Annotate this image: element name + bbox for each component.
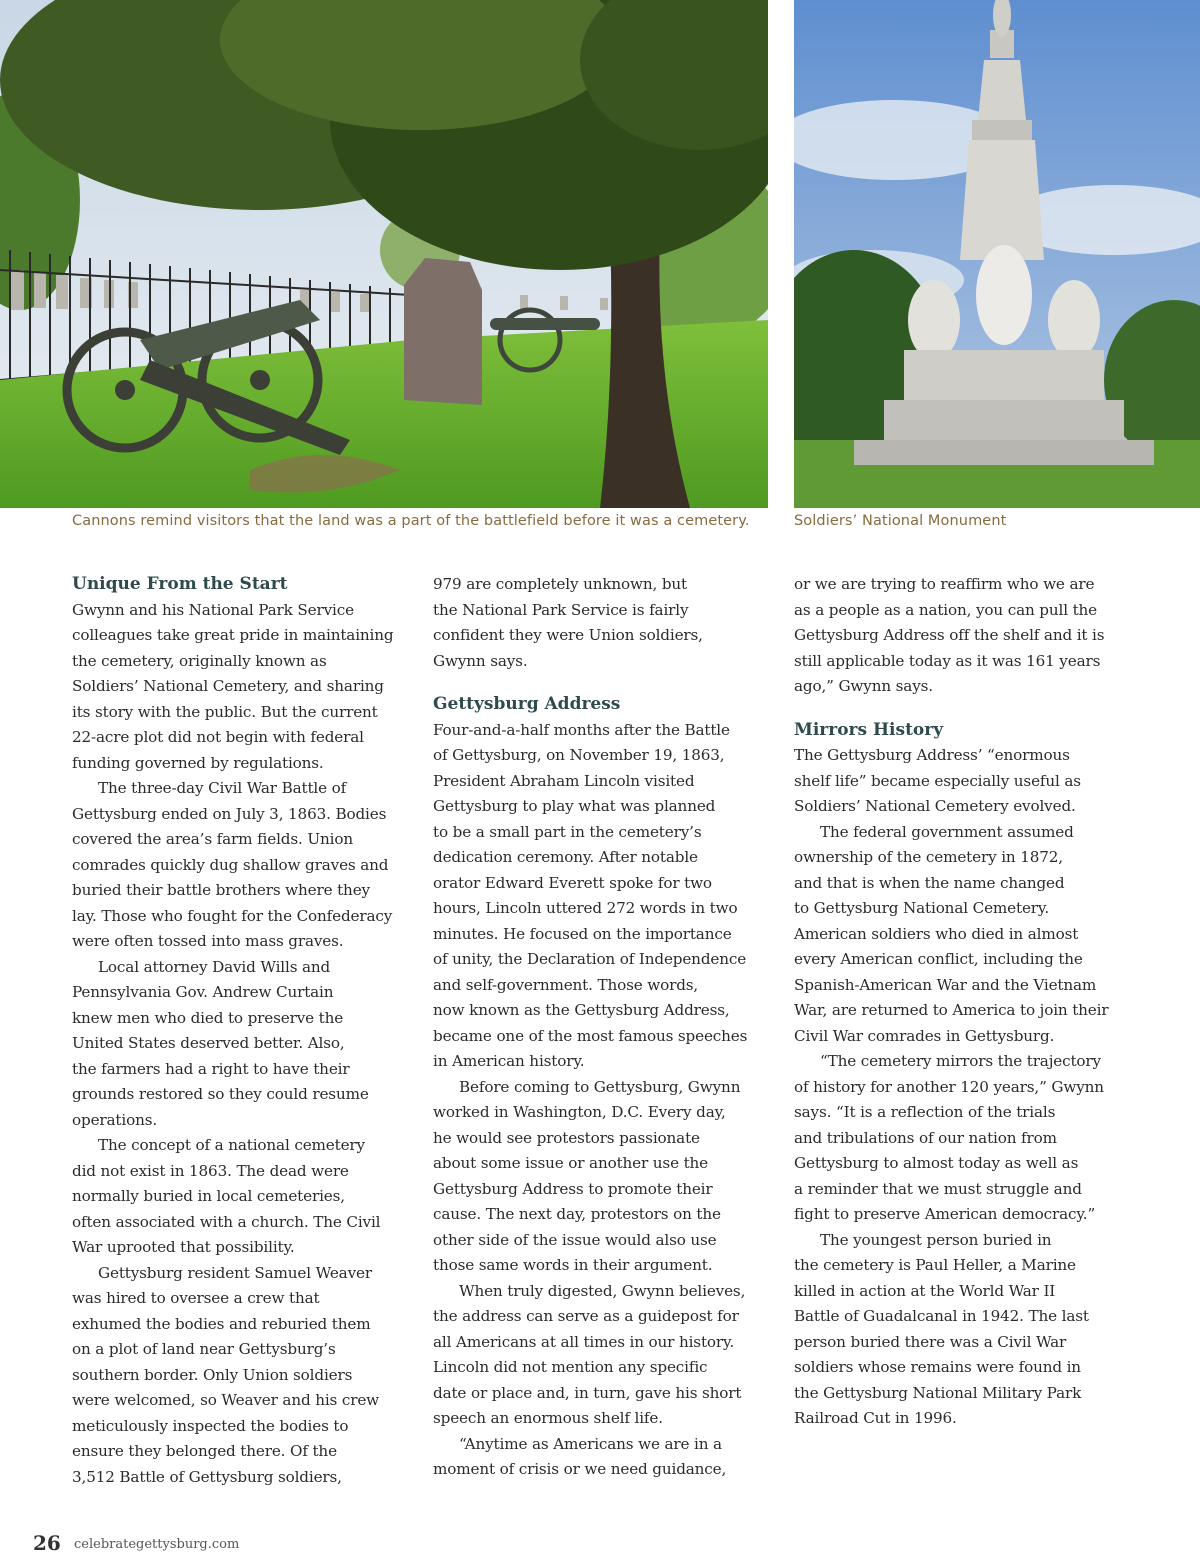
paragraph-line: the National Park Service is fairly <box>433 600 689 619</box>
paragraph <box>794 1049 1132 1228</box>
paragraph-line: as a people as a nation, you can pull the <box>794 600 1098 619</box>
paragraph-line: of unity, the Declaration of Independence <box>433 950 747 968</box>
paragraph-line: other side of the issue would also use <box>433 1230 717 1249</box>
paragraph-line: date or place and, in turn, gave his short <box>433 1383 742 1402</box>
paragraph-line: exhumed the bodies and reburied them <box>72 1314 371 1333</box>
paragraph-line: were welcomed, so Weaver and his crew <box>72 1391 380 1409</box>
paragraph-line: cause. The next day, protestors on the <box>433 1205 721 1223</box>
paragraph-line: he would see protestors passionate <box>433 1128 700 1147</box>
paragraph-line: Gettysburg to almost today as well as <box>794 1154 1079 1172</box>
paragraph-line: now known as the Gettysburg Address, <box>433 1001 730 1019</box>
paragraph-line: and self-government. Those words, <box>433 975 699 994</box>
paragraph-line: ago,” Gwynn says. <box>794 677 933 695</box>
paragraph <box>794 743 1132 820</box>
paragraph-line: soldiers whose remains were found in <box>794 1358 1081 1376</box>
paragraph <box>433 1432 771 1483</box>
paragraph-line: the cemetery is Paul Heller, a Marine <box>794 1256 1076 1274</box>
soldiers-national-monument-photo <box>794 0 1200 508</box>
paragraph-line: comrades quickly dug shallow graves and <box>72 855 389 874</box>
paragraph-line: confident they were Union soldiers, <box>433 626 703 644</box>
paragraph-line: Local attorney David Wills and <box>98 957 331 976</box>
paragraph-line: President Abraham Lincoln visited <box>433 771 695 790</box>
paragraph-line: of history for another 120 years,” Gwynn <box>794 1077 1104 1096</box>
photo-caption-cannons: Cannons remind visitors that the land was a part of the battlefield before it was a cemetery. <box>72 513 750 529</box>
section-heading: Unique From the Start <box>72 574 288 594</box>
paragraph-line: to be a small part in the cemetery’s <box>433 822 702 841</box>
paragraph-line: Gwynn says. <box>433 651 528 670</box>
paragraph-line: says. “It is a reflection of the trials <box>794 1103 1056 1121</box>
paragraph <box>794 572 1132 700</box>
paragraph-line: Civil War comrades in Gettysburg. <box>794 1026 1055 1045</box>
paragraph-line: knew men who died to preserve the <box>72 1008 344 1027</box>
paragraph-line: colleagues take great pride in maintaining <box>72 626 394 644</box>
paragraph-line: the Gettysburg National Military Park <box>794 1383 1082 1402</box>
paragraph-line: The youngest person buried in <box>820 1230 1052 1249</box>
paragraph-line: grounds restored so they could resume <box>72 1085 369 1103</box>
paragraph-line: “The cemetery mirrors the trajectory <box>820 1052 1101 1070</box>
paragraph-line: and tribulations of our nation from <box>794 1128 1057 1147</box>
paragraph-line: American soldiers who died in almost <box>794 924 1079 943</box>
paragraph-line: about some issue or another use the <box>433 1154 709 1172</box>
paragraph-line: Before coming to Gettysburg, Gwynn <box>459 1077 741 1096</box>
paragraph-line: buried their battle brothers where they <box>72 881 370 899</box>
paragraph-line: “Anytime as Americans we are in a <box>459 1434 722 1453</box>
paragraph-line: Gettysburg to play what was planned <box>433 797 716 815</box>
paragraph-line: covered the area’s farm fields. Union <box>72 830 353 848</box>
paragraph-line: the address can serve as a guidepost for <box>433 1307 739 1325</box>
paragraph-line: were often tossed into mass graves. <box>72 932 344 950</box>
paragraph-line: 3,512 Battle of Gettysburg soldiers, <box>72 1467 342 1486</box>
page-number: 26 <box>33 1531 61 1555</box>
paragraph-line: Soldiers’ National Cemetery evolved. <box>794 797 1076 815</box>
paragraph <box>433 1075 771 1279</box>
paragraph-line: ownership of the cemetery in 1872, <box>794 848 1063 866</box>
paragraph <box>794 1228 1132 1432</box>
paragraph-line: The Gettysburg Address’ “enormous <box>794 746 1070 764</box>
paragraph-line: United States deserved better. Also, <box>72 1034 345 1052</box>
section-heading: Mirrors History <box>794 719 944 740</box>
paragraph-line: and that is when the name changed <box>794 873 1065 892</box>
section-spacer <box>794 700 1132 718</box>
section-spacer <box>433 674 771 692</box>
paragraph-line: its story with the public. But the current <box>72 702 378 721</box>
paragraph-line: person buried there was a Civil War <box>794 1332 1067 1351</box>
paragraph-line: fight to preserve American democracy.” <box>794 1205 1096 1223</box>
paragraph-line: still applicable today as it was 161 years <box>794 651 1101 670</box>
paragraph-line: speech an enormous shelf life. <box>433 1409 663 1427</box>
paragraph-line: operations. <box>72 1110 158 1129</box>
website-url: celebrategettysburg.com <box>74 1537 240 1552</box>
paragraph <box>433 1279 771 1432</box>
paragraph-line: a reminder that we must struggle and <box>794 1179 1082 1198</box>
paragraph <box>72 598 410 777</box>
paragraph <box>433 572 771 674</box>
paragraph <box>72 955 410 1134</box>
paragraph-line: often associated with a church. The Civil <box>72 1212 381 1231</box>
paragraph <box>72 1133 410 1261</box>
monument-photo-illustration <box>794 0 1200 508</box>
paragraph-line: normally buried in local cemeteries, <box>72 1187 345 1205</box>
paragraph <box>72 1261 410 1491</box>
paragraph-line: funding governed by regulations. <box>72 753 324 772</box>
paragraph-line: The concept of a national cemetery <box>98 1136 365 1154</box>
paragraph-line: all Americans at all times in our history. <box>433 1332 735 1351</box>
paragraph-line: Battle of Guadalcanal in 1942. The last <box>794 1307 1089 1325</box>
paragraph-line: killed in action at the World War II <box>794 1281 1056 1300</box>
paragraph <box>433 718 771 1075</box>
paragraph-line: War, are returned to America to join their <box>794 1001 1109 1019</box>
paragraph-line: in American history. <box>433 1052 585 1070</box>
article-column-2 <box>433 572 771 1483</box>
paragraph-line: did not exist in 1863. The dead were <box>72 1161 349 1180</box>
paragraph-line: 22-acre plot did not begin with federal <box>72 728 364 746</box>
paragraph-line: minutes. He focused on the importance <box>433 924 732 943</box>
paragraph-line: ensure they belonged there. Of the <box>72 1442 337 1460</box>
paragraph-line: Gettysburg Address to promote their <box>433 1179 713 1198</box>
paragraph-line: those same words in their argument. <box>433 1256 713 1274</box>
paragraph-line: Lincoln did not mention any specific <box>433 1358 708 1376</box>
paragraph-line: shelf life” became especially useful as <box>794 771 1081 790</box>
paragraph-line: the cemetery, originally known as <box>72 651 327 670</box>
cannon-photo-illustration <box>0 0 768 508</box>
paragraph-line: hours, Lincoln uttered 272 words in two <box>433 899 738 917</box>
paragraph-line: When truly digested, Gwynn believes, <box>459 1281 746 1300</box>
paragraph-line: The three-day Civil War Battle of <box>98 779 347 797</box>
paragraph-line: Four-and-a-half months after the Battle <box>433 720 730 739</box>
paragraph-line: The federal government assumed <box>820 822 1074 841</box>
paragraph <box>794 820 1132 1050</box>
paragraph-line: Gettysburg resident Samuel Weaver <box>98 1263 372 1282</box>
section-heading: Gettysburg Address <box>433 694 621 714</box>
paragraph-line: Gettysburg ended on July 3, 1863. Bodies <box>72 804 387 823</box>
paragraph-line: 979 are completely unknown, but <box>433 575 688 593</box>
paragraph-line: dedication ceremony. After notable <box>433 848 698 866</box>
paragraph-line: was hired to oversee a crew that <box>72 1289 320 1307</box>
paragraph-line: Gwynn and his National Park Service <box>72 600 354 619</box>
paragraph-line: Pennsylvania Gov. Andrew Curtain <box>72 983 334 1001</box>
paragraph-line: Soldiers’ National Cemetery, and sharing <box>72 677 384 695</box>
article-column-1 <box>72 572 410 1490</box>
paragraph-line: of Gettysburg, on November 19, 1863, <box>433 746 725 764</box>
paragraph-line: War uprooted that possibility. <box>72 1238 295 1256</box>
paragraph-line: Railroad Cut in 1996. <box>794 1409 957 1427</box>
paragraph-line: or we are trying to reaffirm who we are <box>794 575 1095 593</box>
paragraph-line: lay. Those who fought for the Confederacy <box>72 906 393 925</box>
cannon-in-cemetery-photo <box>0 0 768 508</box>
paragraph-line: every American conflict, including the <box>794 950 1083 968</box>
article-column-3 <box>794 572 1132 1432</box>
paragraph-line: worked in Washington, D.C. Every day, <box>433 1103 726 1121</box>
paragraph-line: the farmers had a right to have their <box>72 1059 350 1078</box>
paragraph-line: to Gettysburg National Cemetery. <box>794 899 1049 917</box>
paragraph-line: moment of crisis or we need guidance, <box>433 1460 727 1478</box>
paragraph-line: orator Edward Everett spoke for two <box>433 873 712 892</box>
paragraph-line: Spanish-American War and the Vietnam <box>794 975 1097 994</box>
paragraph-line: meticulously inspected the bodies to <box>72 1416 349 1435</box>
paragraph-line: southern border. Only Union soldiers <box>72 1365 353 1384</box>
paragraph <box>72 776 410 955</box>
paragraph-line: became one of the most famous speeches <box>433 1026 748 1045</box>
photo-caption-monument: Soldiers’ National Monument <box>794 513 1007 529</box>
paragraph-line: on a plot of land near Gettysburg’s <box>72 1340 336 1358</box>
paragraph-line: Gettysburg Address off the shelf and it is <box>794 626 1105 644</box>
